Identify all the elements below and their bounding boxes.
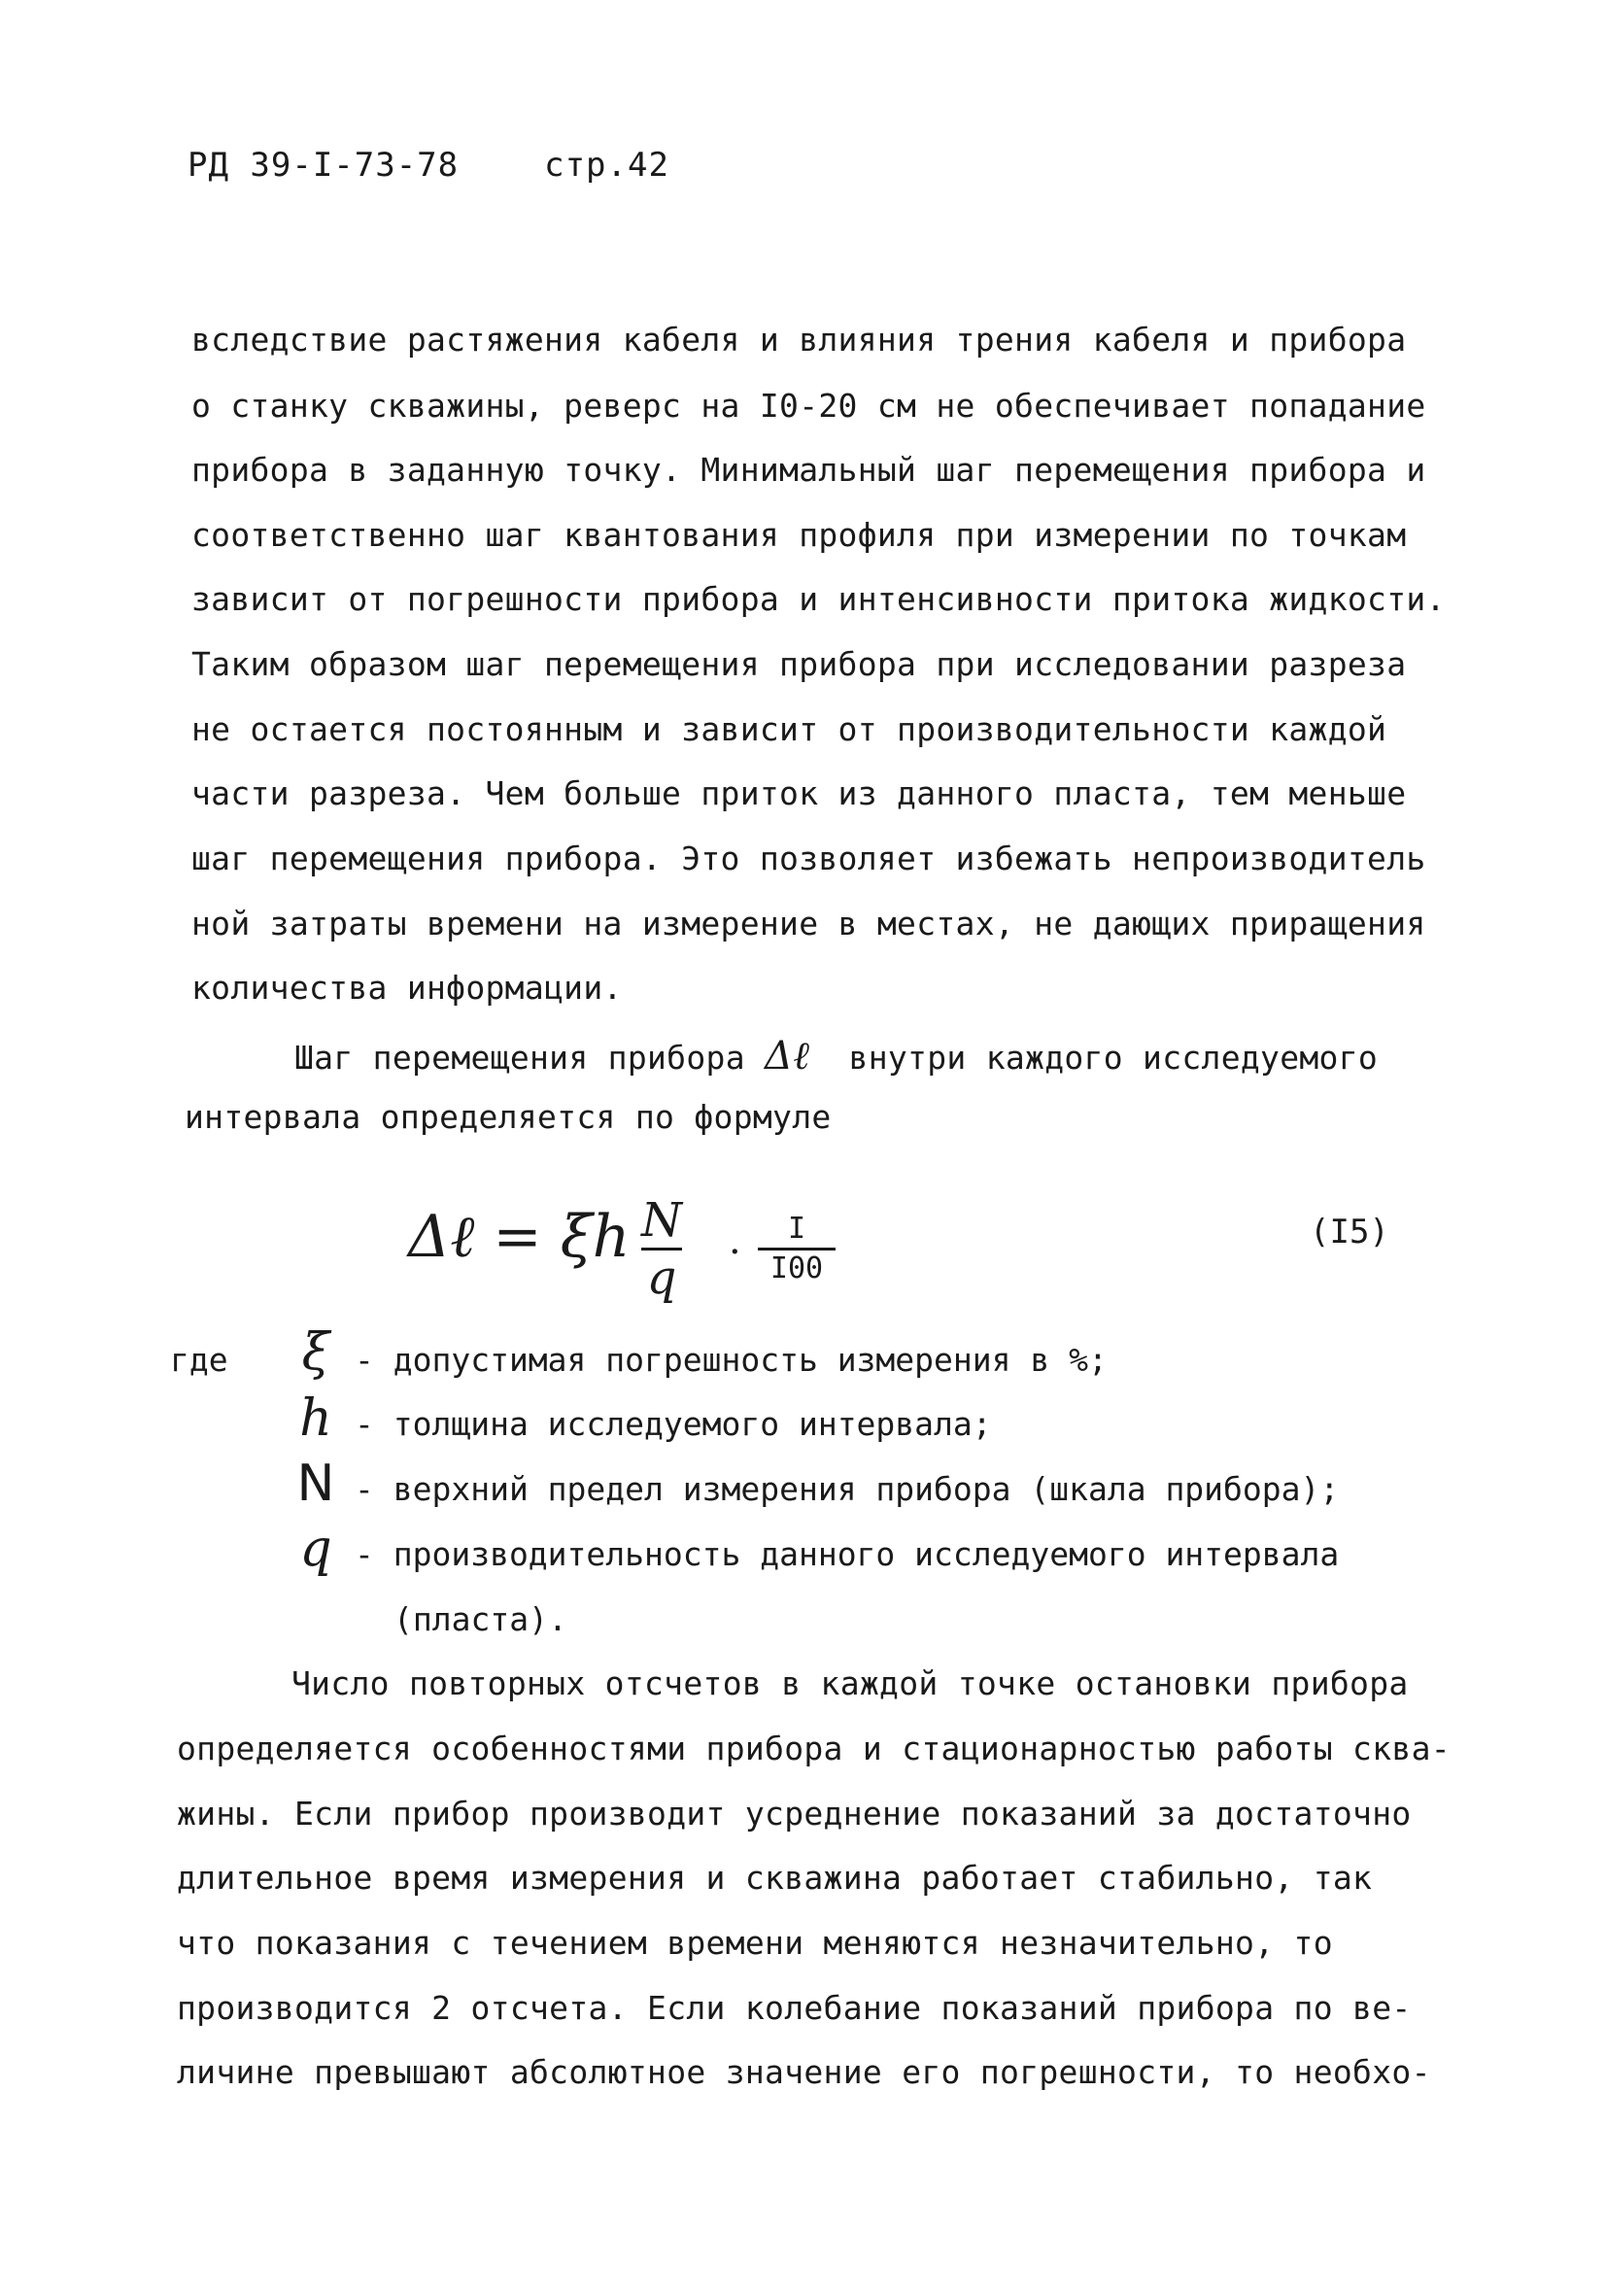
- q-symbol: q: [299, 1520, 332, 1578]
- paragraph2-suffix: внутри каждого исследуемого: [848, 1039, 1379, 1077]
- text-line: количества информации.: [191, 969, 623, 1007]
- text-line: определяется особенностями прибора и стационарностью работы сква-: [177, 1730, 1451, 1767]
- fraction-1-over-100: [758, 1213, 836, 1285]
- fraction-bar: [758, 1248, 836, 1251]
- fraction-n-over-q: [641, 1195, 682, 1303]
- text-line: ной затраты времени на измерение в местах, не дающих приращения: [191, 905, 1426, 942]
- h-symbol: h: [299, 1389, 332, 1448]
- text-line: о станку скважины, реверс на I0-20 см не обеспечивает попадание: [191, 387, 1426, 425]
- formula-lhs: Δℓ = ξh: [408, 1203, 631, 1271]
- text-line: не остается постоянным и зависит от производительности каждой: [191, 710, 1387, 748]
- text-line: [294, 1033, 1378, 1079]
- text-line: соответственно шаг квантования профиля при измерении по точкам: [191, 516, 1407, 554]
- text-line: части разреза. Чем больше приток из данного пласта, тем меньше: [191, 774, 1407, 812]
- text-line: длительное время измерения и скважина работает стабильно, так: [177, 1859, 1373, 1897]
- text-line: личине превышают абсолютное значение его погрешности, то необхо-: [177, 2053, 1431, 2091]
- fraction-denominator: q: [646, 1251, 677, 1305]
- text-line: Таким образом шаг перемещения прибора при исследовании разреза: [191, 645, 1407, 683]
- text-line: Число повторных отсчетов в каждой точке остановки прибора: [291, 1664, 1409, 1702]
- text-line: что показания с течением времени меняются незначительно, то: [177, 1924, 1333, 1962]
- n-symbol: N: [296, 1455, 335, 1513]
- xi-symbol: ξ: [301, 1323, 330, 1382]
- formula: [408, 1195, 913, 1321]
- fraction-numerator: N: [641, 1193, 682, 1248]
- text-line: производится 2 отсчета. Если колебание показаний прибора по ве-: [177, 1989, 1412, 2027]
- text-line: жины. Если прибор производит усреднение показаний за достаточно: [177, 1795, 1412, 1833]
- text-line: прибора в заданную точку. Минимальный шаг перемещения прибора и: [191, 451, 1426, 489]
- definition-text: - производительность данного исследуемого интервала: [355, 1535, 1340, 1573]
- multiply-dot: ·: [729, 1230, 741, 1275]
- paragraph2-prefix: Шаг перемещения прибора: [294, 1039, 745, 1077]
- definition-continuation: (пласта).: [393, 1600, 567, 1638]
- page-number: стр.42: [544, 146, 669, 185]
- text-line: шаг перемещения прибора. Это позволяет избежать непроизводитель: [191, 840, 1426, 877]
- page-header: [188, 146, 669, 185]
- where-label: где: [170, 1341, 228, 1379]
- text-line: интервала определяется по формуле: [185, 1098, 832, 1136]
- fraction-numerator: I: [787, 1212, 806, 1246]
- text-line: зависит от погрешности прибора и интенсивности притока жидкости.: [191, 580, 1446, 618]
- definition-text: - верхний предел измерения прибора (шкала прибора);: [355, 1470, 1340, 1508]
- definition-text: - допустимая погрешность измерения в %;: [355, 1341, 1108, 1379]
- fraction-denominator: I00: [769, 1251, 824, 1285]
- definition-text: - толщина исследуемого интервала;: [355, 1405, 992, 1443]
- text-line: вследствие растяжения кабеля и влияния трения кабеля и прибора: [191, 321, 1407, 359]
- equation-number: (I5): [1310, 1213, 1389, 1251]
- delta-l-symbol: Δℓ: [765, 1034, 810, 1079]
- document-code: РД 39-I-73-78: [188, 146, 460, 185]
